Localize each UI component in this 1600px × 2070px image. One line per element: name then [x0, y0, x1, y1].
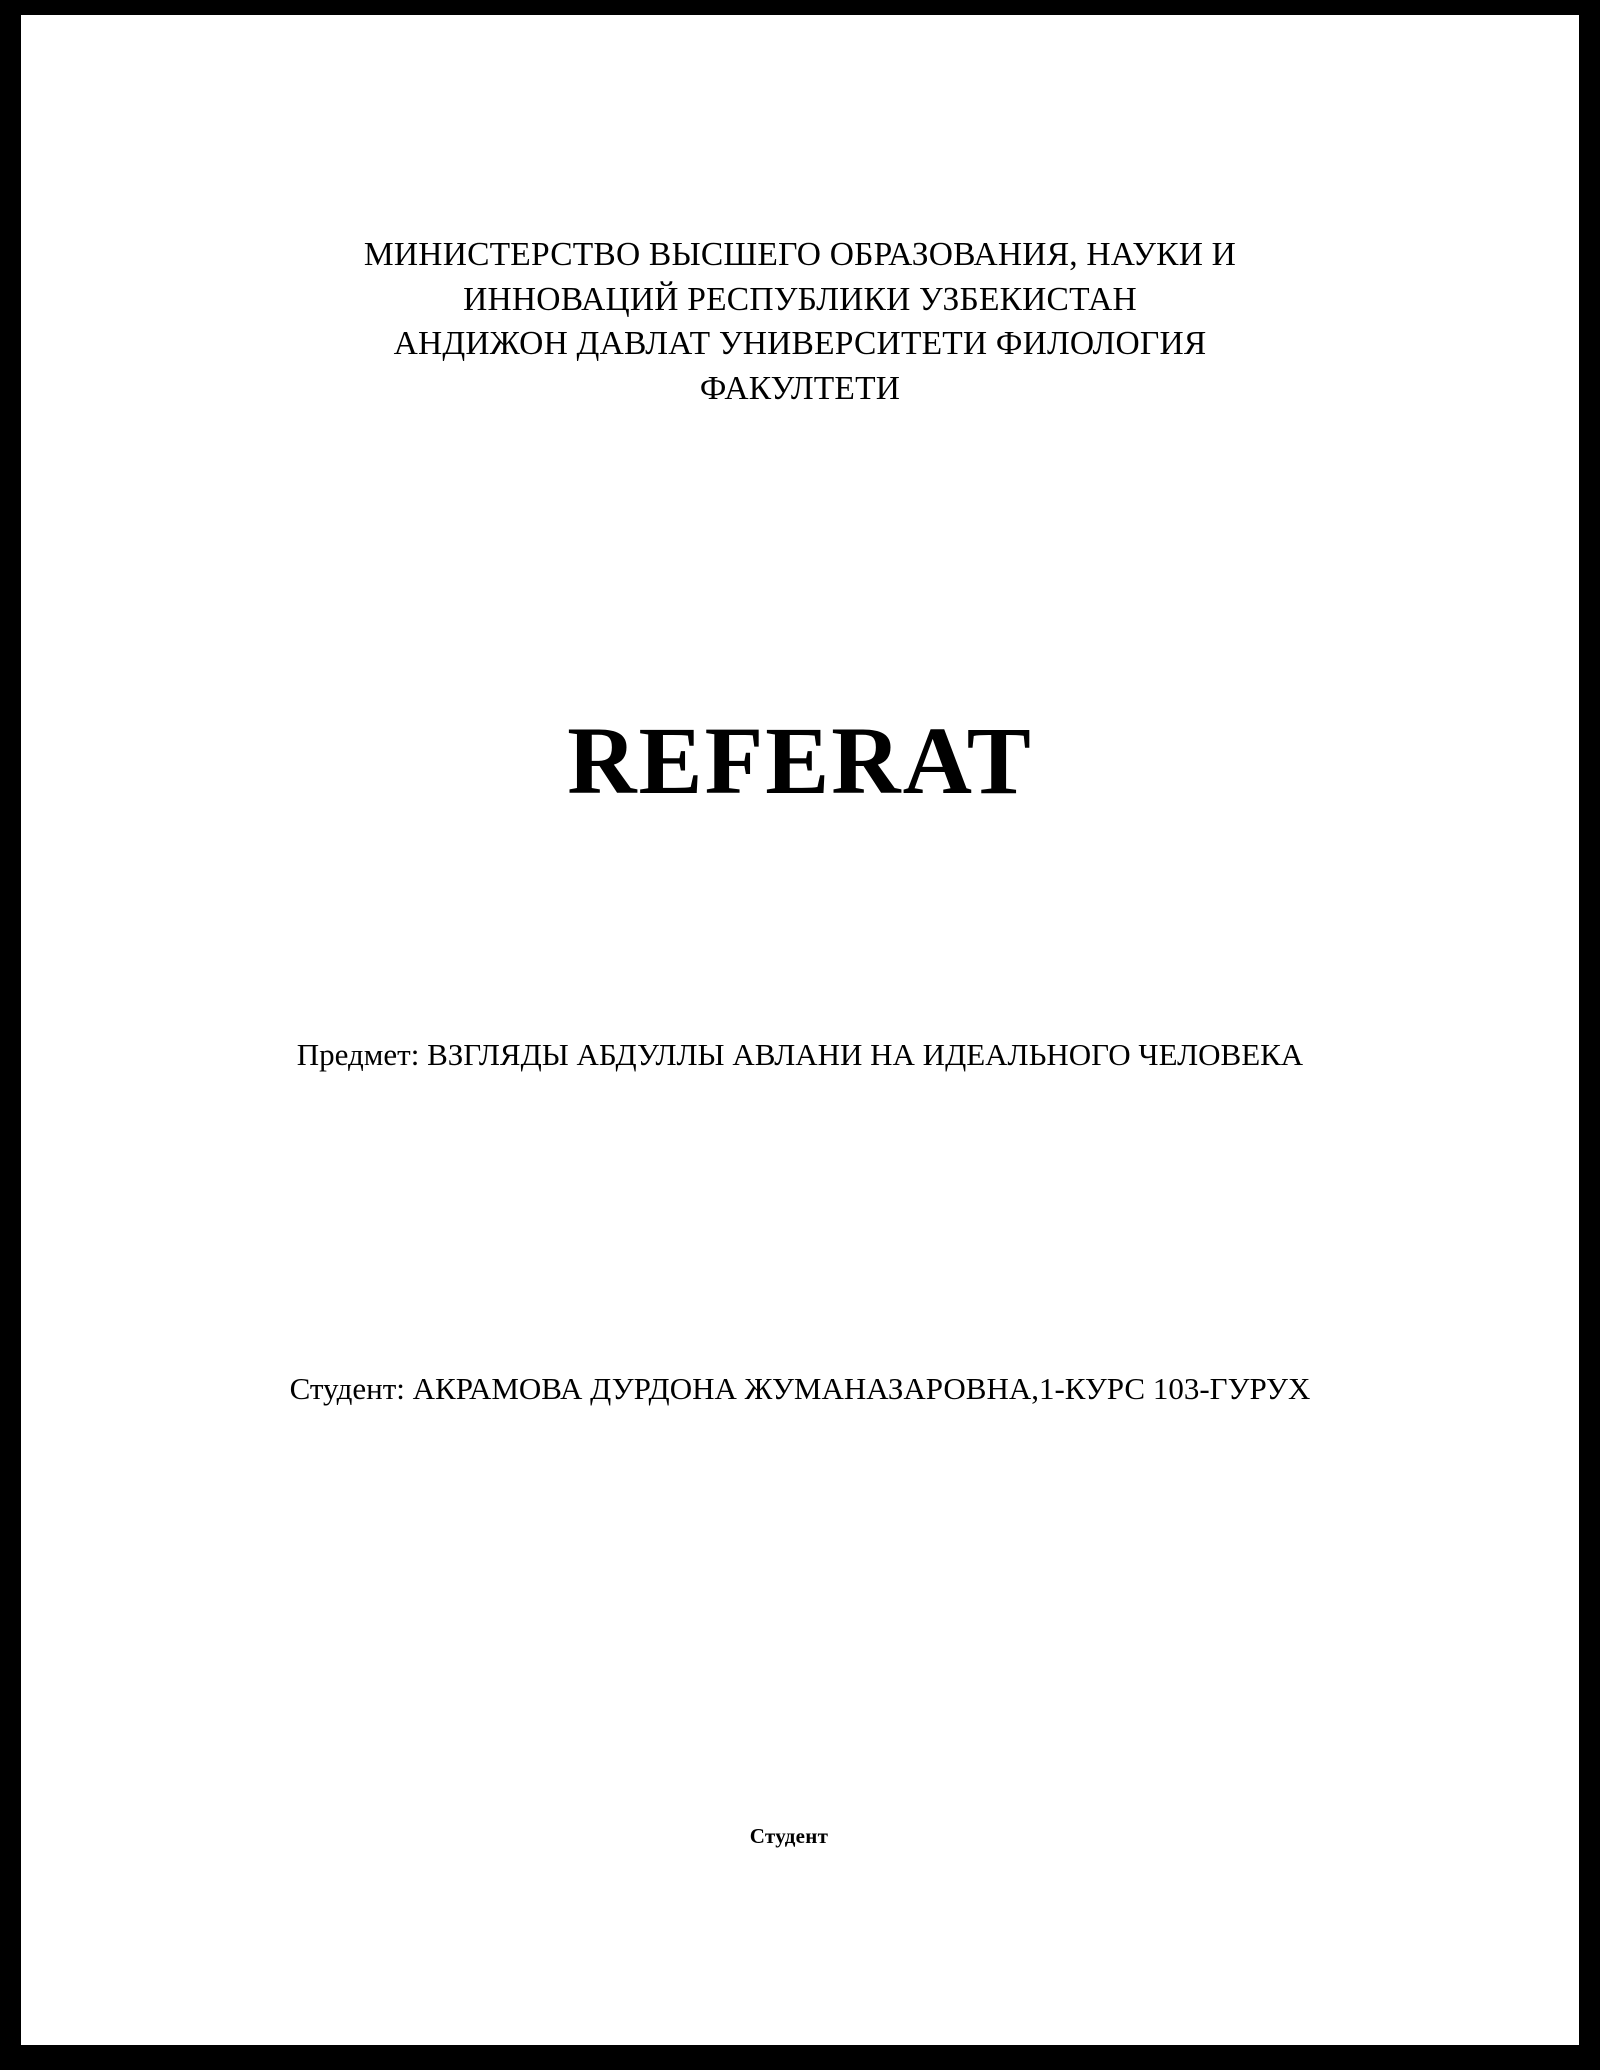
institution-header-line-4: ФАКУЛТЕТИ [699, 369, 901, 407]
document-page [18, 12, 1582, 2048]
student-block [221, 1368, 1379, 1410]
page-title: REFERAT [567, 707, 1033, 815]
subject-block [221, 1034, 1379, 1076]
student-text: Студент: АКРАМОВА ДУРДОНА ЖУМАНАЗАРОВНА,1-КУРС 103-ГУРУХ [289, 1370, 1311, 1406]
title-block [221, 707, 1379, 815]
subject-text: Предмет: ВЗГЛЯДЫ АБДУЛЛЫ АВЛАНИ НА ИДЕАЛЬНОГО ЧЕЛОВЕКА [296, 1036, 1304, 1072]
document-body [21, 15, 1579, 2045]
signature-block [21, 1824, 1579, 1849]
signature-label: Студент [749, 1824, 829, 1848]
institution-header [221, 233, 1379, 411]
institution-header-line-2: ИННОВАЦИЙ РЕСПУБЛИКИ УЗБЕКИСТАН [463, 280, 1137, 318]
institution-header-line-1: МИНИСТЕРСТВО ВЫСШЕГО ОБРАЗОВАНИЯ, НАУКИ И [363, 236, 1237, 273]
institution-header-line-3: АНДИЖОН ДАВЛАТ УНИВЕРСИТЕТИ ФИЛОЛОГИЯ [393, 325, 1207, 363]
